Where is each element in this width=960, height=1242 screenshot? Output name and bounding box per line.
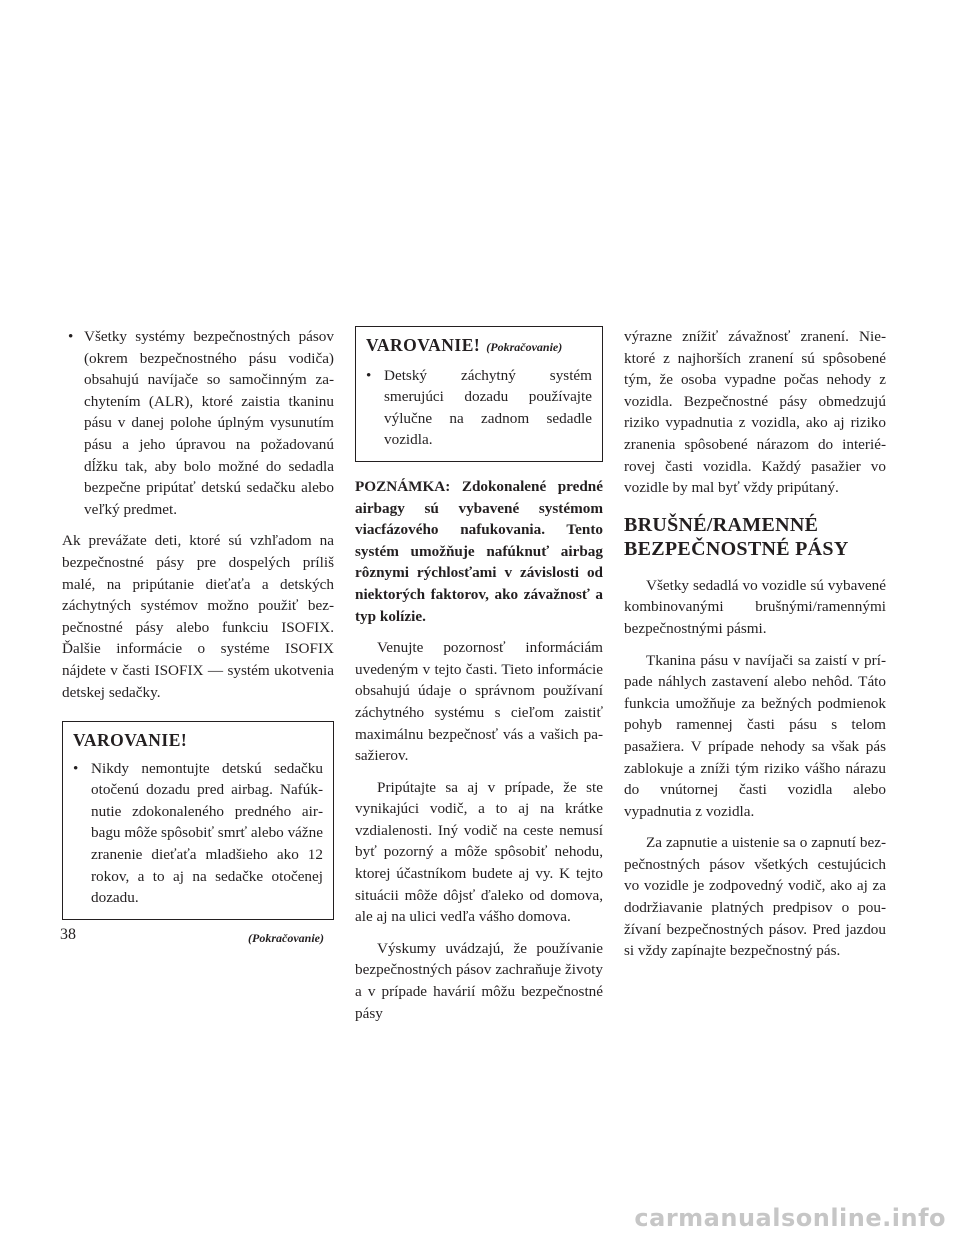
warning-text: Nikdy nemontujte detskú sedačku otočenú dozadu pred airbag. Nafúknutie zdokonaleného predného airbagu môže spôsobiť smrť alebo vážne zranenie dieťaťa mladšieho ako 12 rokov, a to aj na sedačke otočenej dozadu. — [91, 759, 323, 907]
bullet-icon: • — [68, 328, 74, 345]
bullet-icon: • — [366, 366, 372, 384]
warning-continued-label: (Pokračovanie) — [486, 340, 563, 354]
column-middle — [355, 326, 603, 1034]
continued-label: (Pokračovanie) — [248, 930, 324, 945]
page-number: 38 — [60, 926, 76, 943]
warning-box-continued — [355, 326, 603, 462]
warning-item — [73, 758, 323, 909]
paragraph: Ak prevážate deti, ktoré sú vzhľadom na bezpečnostné pásy pre dospelých príliš malé, na pripútanie dieťaťa a detských záchytných systémov možno použiť bezpečnostné pásy alebo funkciu ISOFIX. Ďalšie informácie o systéme ISOFIX nájdete v časti ISOFIX — systém ukotvenia detskej sedačky. — [62, 532, 334, 701]
column-right — [624, 326, 886, 972]
note-paragraph: POZNÁMKA: Zdokonalené predné airbagy sú vybavené systémom viacfázového nafukovania. Tento systém umožňuje nafúknuť airbag rôznymi rýchlosťami v závislosti od niektorých faktorov, ako závažnosť a typ kolízie. — [355, 477, 603, 625]
list-item — [62, 326, 334, 520]
paragraph: Výskumy uvádzajú, že používanie bezpečnostných pásov zachraňuje životy a v prípade havárií môžu bezpečnostné pásy — [355, 939, 603, 1022]
column-left — [62, 326, 334, 949]
warning-box — [62, 721, 334, 920]
paragraph: výrazne znížiť závažnosť zranení. Niektoré z najhorších zranení sú spôsobené tým, že osoba vypadne počas nehody z vozidla. Bezpečnostné pásy obmedzujú riziko vypadnutia z vozidla, ako aj riziko zranenia spôsobené nárazom do interiérovej časti vozidla. Každý pasažier vo vozidle by mal byť vždy pripútaný. — [624, 328, 886, 497]
bullet-icon: • — [73, 759, 79, 777]
warning-text: Detský záchytný systém smerujúci dozadu používajte výlučne na zadnom sedadle vozidla. — [384, 366, 592, 449]
section-heading: BRUŠNÉ/RAMENNÉ BEZPEČNOSTNÉ PÁSY — [624, 513, 849, 560]
paragraph: Za zapnutie a uistenie sa o zapnutí bezpečnostných pásov všetkých cestujúcich vo vozidle je zodpovedný vodič, ako aj za dodržiavanie platných predpisov o používaní bezpečnostných pásov. Pred jazdou si vždy zapínajte bezpečnostný pás. — [624, 834, 886, 960]
paragraph: Pripútajte sa aj v prípade, že ste vynikajúci vodič, a to aj na krátke vzdialenosti. Iný vodič na ceste nemusí byť pozorný a môže spôsobiť nehodu, ktorej účastníkom budete aj vy. K tejto situácii môže dôjsť ďaleko od domova, ale aj na ulici vedľa vášho domova. — [355, 778, 603, 926]
warning-item — [366, 365, 592, 451]
warning-title: VAROVANIE! — [73, 730, 188, 751]
paragraph: Venujte pozornosť informáciám uvedeným v tejto časti. Tieto informácie obsahujú údaje o správnom používaní záchytného systému s cieľom zaistiť maximálnu bezpečnosť vás a vašich pasažierov. — [355, 639, 603, 765]
warning-title-text: VAROVANIE! — [366, 335, 481, 355]
list-item-text: Všetky systémy bezpečnostných pásov (okrem bezpečnostného pásu vodiča) obsahujú navíjače so samočinným zachytením (ALR), ktoré zaistia tkaninu pásu v danej polohe úplným vysunutím pásu a jeho úpravou na požadovanú dĺžku tak, aby bolo možné do sedadla bezpečne pripútať detskú sedačku alebo veľký predmet. — [84, 328, 334, 518]
paragraph: Tkanina pásu v navíjači sa zaistí v prípade náhlych zastavení alebo nehôd. Táto funkcia umožňuje za bežných podmienok pohyb ramennej časti pásu s telom pasažiera. V prípade nehody sa však pás zablokuje a zníži tým riziko vášho nárazu do vnútornej časti vozidla alebo vypadnutia z vozidla. — [624, 651, 886, 820]
watermark: carmanualsonline.info — [634, 1204, 946, 1232]
paragraph: Všetky sedadlá vo vozidle sú vybavené kombinovanými brušnými/ramennými bezpečnostnými pásmi. — [624, 576, 886, 637]
warning-title — [366, 335, 592, 359]
